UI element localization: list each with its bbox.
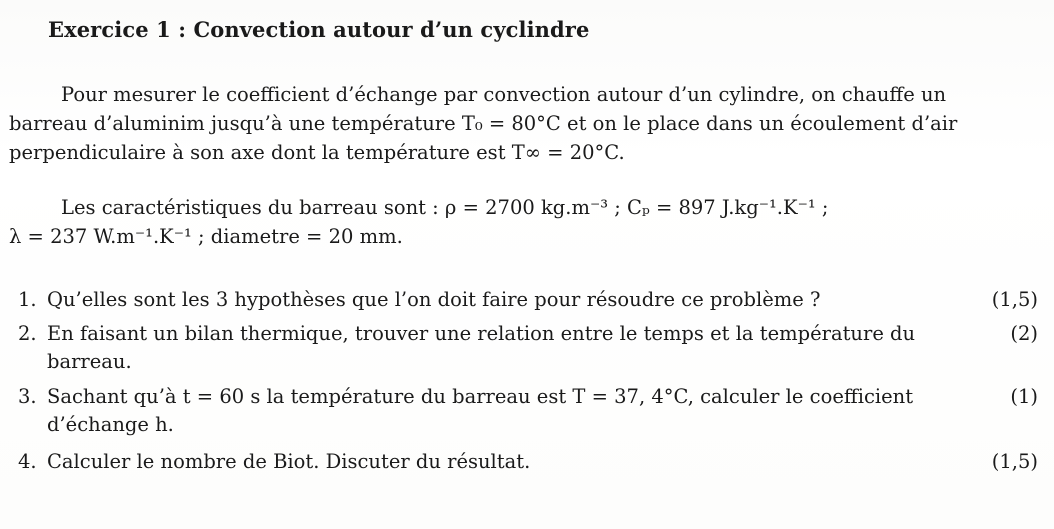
- question-1-text: [47, 286, 957, 314]
- question-1-line-1: Qu’elles sont les 3 hypothèses que l’on doit faire pour résoudre ce problème ?: [47, 288, 821, 311]
- question-2: [18, 320, 1038, 378]
- question-4: [18, 448, 1038, 478]
- question-3-line-2: d’échange h.: [47, 413, 174, 436]
- exercise-title: Exercice 1 : Convection autour d’un cyclindre: [48, 17, 590, 42]
- intro-line-3: perpendiculaire à son axe dont la température est T∞ = 20°C.: [9, 141, 625, 164]
- question-3-line-1: Sachant qu’à t = 60 s la température du barreau est T = 37, 4°C, calculer le coefficient: [47, 385, 914, 408]
- question-3: [18, 383, 1038, 441]
- question-3-text: [47, 383, 957, 439]
- question-3-points: (1): [1010, 385, 1038, 408]
- intro-line-1: Pour mesurer le coefficient d’échange par convection autour d’un cylindre, on chauffe un: [61, 83, 947, 106]
- question-2-number: 2.: [18, 322, 37, 345]
- question-1-number: 1.: [18, 288, 37, 311]
- characteristics-line-2: λ = 237 W.m⁻¹.K⁻¹ ; diametre = 20 mm.: [9, 225, 403, 248]
- question-2-line-2: barreau.: [47, 350, 132, 373]
- question-1-points: (1,5): [991, 288, 1038, 311]
- question-2-text: [47, 320, 957, 376]
- question-3-number: 3.: [18, 385, 37, 408]
- characteristics-paragraph: [9, 193, 1039, 251]
- question-2-line-1: En faisant un bilan thermique, trouver une relation entre le temps et la température du: [47, 322, 916, 345]
- question-1: [18, 286, 1038, 316]
- intro-line-2: barreau d’aluminim jusqu’à une température T₀ = 80°C et on le place dans un écoulement d’air: [9, 112, 958, 135]
- question-2-points: (2): [1010, 322, 1038, 345]
- intro-paragraph: [9, 80, 1039, 167]
- question-4-number: 4.: [18, 450, 37, 473]
- question-4-text: [47, 448, 957, 476]
- question-4-points: (1,5): [991, 450, 1038, 473]
- question-4-line-1: Calculer le nombre de Biot. Discuter du résultat.: [47, 450, 531, 473]
- characteristics-line-1: Les caractéristiques du barreau sont : ρ = 2700 kg.m⁻³ ; Cₚ = 897 J.kg⁻¹.K⁻¹ ;: [61, 196, 829, 219]
